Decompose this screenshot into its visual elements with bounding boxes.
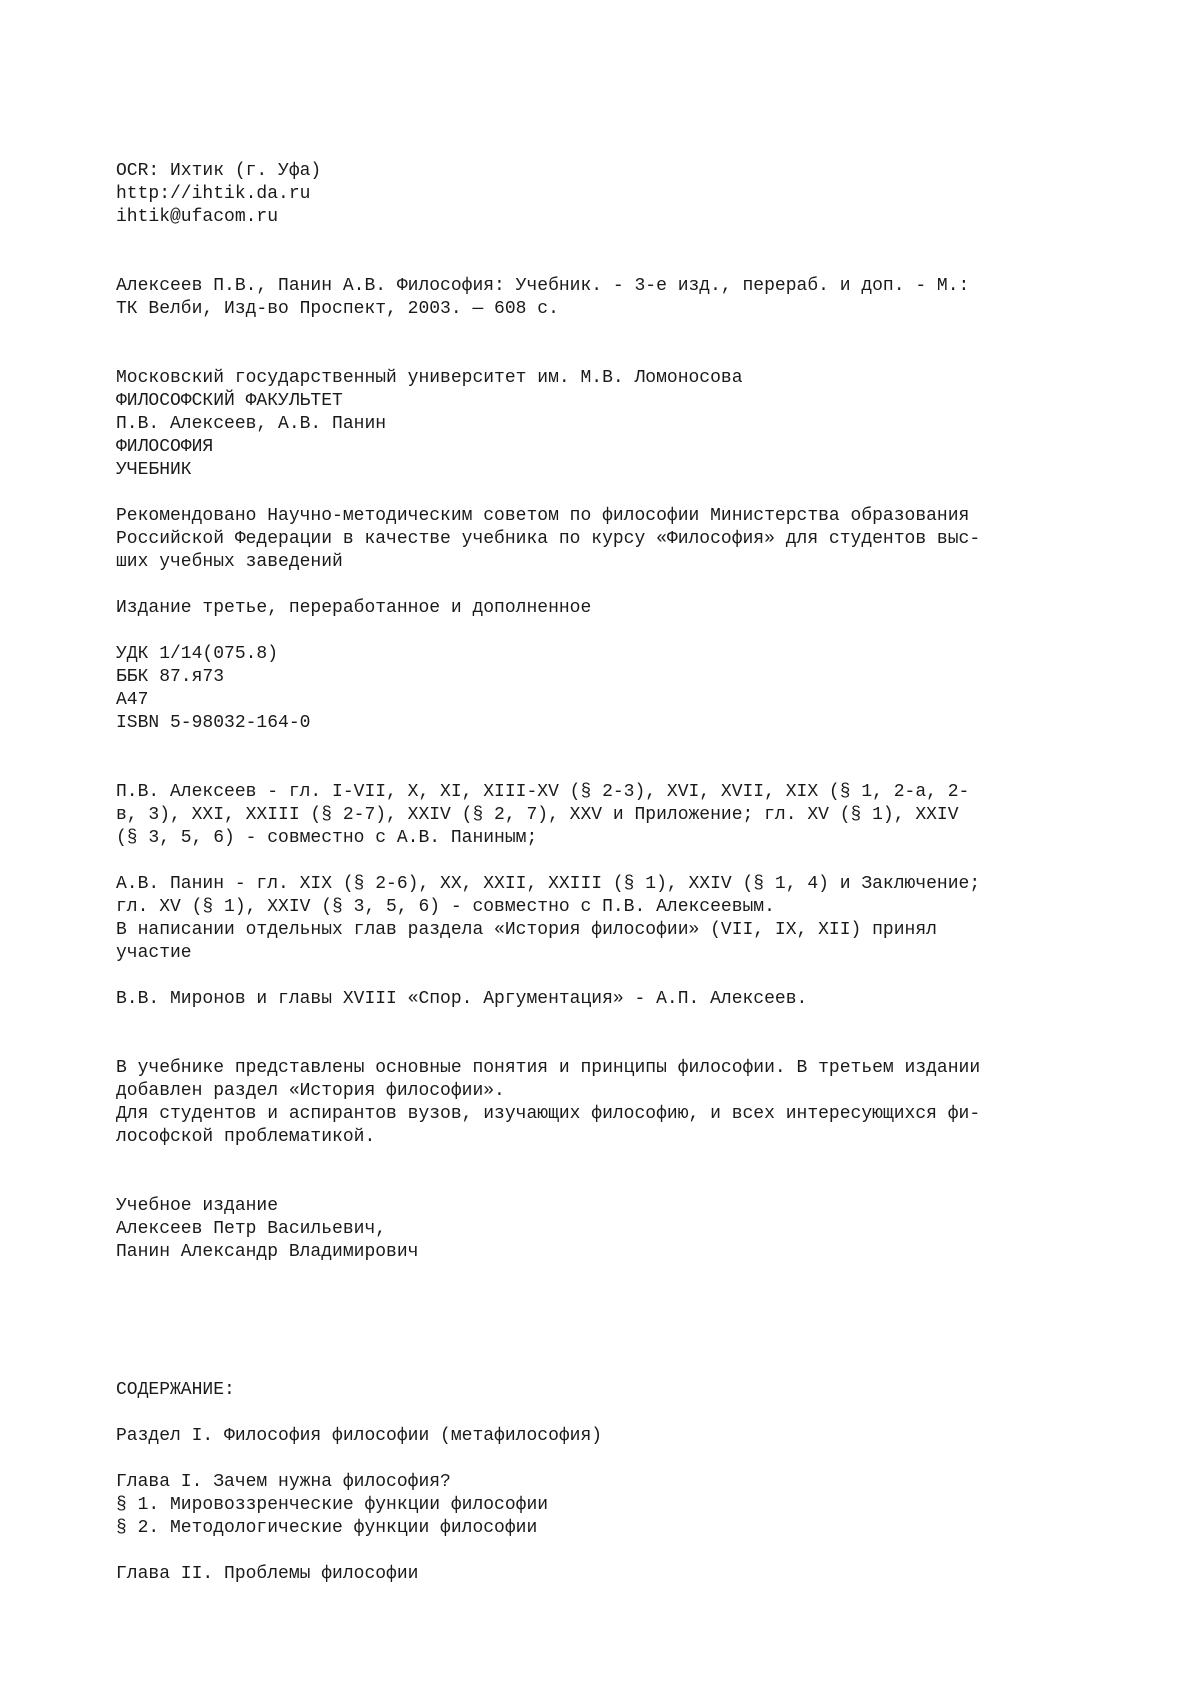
citation-line: Алексеев П.В., Панин А.В. Философия: Учебник. - 3-е изд., перераб. и доп. - М.: xyxy=(116,276,970,296)
recommendation-line: Рекомендовано Научно-методическим советом по философии Министерства образования xyxy=(116,506,970,526)
authorship-line: гл. XV (§ 1), XXIV (§ 3, 5, 6) - совместно с П.В. Алексеевым. xyxy=(116,897,775,917)
book-title: ФИЛОСОФИЯ xyxy=(116,437,214,457)
recommendation xyxy=(116,505,1116,574)
ocr-email-link[interactable]: ihtik@ufacom.ru xyxy=(116,207,279,227)
edition-note xyxy=(116,597,1116,620)
citation-line: ТК Велби, Изд-во Проспект, 2003. — 608 с. xyxy=(116,299,559,319)
university-name: Московский государственный университет им. М.В. Ломоносова xyxy=(116,368,743,388)
book-type: УЧЕБНИК xyxy=(116,460,192,480)
faculty-name: ФИЛОСОФСКИЙ ФАКУЛЬТЕТ xyxy=(116,391,343,411)
document-page xyxy=(116,160,1116,1586)
ocr-url-link[interactable]: http://ihtik.da.ru xyxy=(116,184,311,204)
annotation-line: лософской проблематикой. xyxy=(116,1127,376,1147)
edition-line: Издание третье, переработанное и дополненное xyxy=(116,598,592,618)
authorship-other xyxy=(116,988,1116,1011)
authorship-line: (§ 3, 5, 6) - совместно с А.В. Паниным; xyxy=(116,828,538,848)
authorship-line: П.В. Алексеев - гл. I-VII, X, XI, XIII-XV (§ 2-3), XVI, XVII, XIX (§ 1, 2-а, 2- xyxy=(116,782,970,802)
udk-code: УДК 1/14(075.8) xyxy=(116,644,279,664)
authorship-panin xyxy=(116,873,1116,965)
ocr-credit-line: OCR: Ихтик (г. Уфа) xyxy=(116,161,322,181)
toc-chapter-2[interactable]: Глава II. Проблемы философии xyxy=(116,1564,419,1584)
authorship-line: В.В. Миронов и главы XVIII «Спор. Аргументация» - А.П. Алексеев. xyxy=(116,989,808,1009)
toc-item[interactable]: § 1. Мировоззренческие функции философии xyxy=(116,1495,549,1515)
authorship-alekseev xyxy=(116,781,1116,850)
toc-item[interactable]: § 2. Методологические функции философии xyxy=(116,1518,538,1538)
imprint-line: Панин Александр Владимирович xyxy=(116,1242,419,1262)
toc-chapter-1[interactable]: Глава I. Зачем нужна философия? xyxy=(116,1472,451,1492)
bbk-code: ББК 87.я73 xyxy=(116,667,225,687)
title-block xyxy=(116,367,1116,482)
isbn: ISBN 5-98032-164-0 xyxy=(116,713,311,733)
authors-names: П.В. Алексеев, А.В. Панин xyxy=(116,414,387,434)
imprint-line: Учебное издание xyxy=(116,1196,279,1216)
recommendation-line: ших учебных заведений xyxy=(116,552,343,572)
citation xyxy=(116,275,1116,321)
imprint-line: Алексеев Петр Васильевич, xyxy=(116,1219,387,1239)
annotation-line: Для студентов и аспирантов вузов, изучающих философию, и всех интересующихся фи- xyxy=(116,1104,981,1124)
authorship-line: в, 3), XXI, XXIII (§ 2-7), XXIV (§ 2, 7), XXV и Приложение; гл. XV (§ 1), XXIV xyxy=(116,805,959,825)
annotation-line: В учебнике представлены основные понятия и принципы философии. В третьем издании xyxy=(116,1058,981,1078)
imprint xyxy=(116,1195,1116,1264)
annotation-line: добавлен раздел «История философии». xyxy=(116,1081,505,1101)
authorship-line: А.В. Панин - гл. XIX (§ 2-6), XX, XXII, XXIII (§ 1), XXIV (§ 1, 4) и Заключение; xyxy=(116,874,981,894)
annotation xyxy=(116,1057,1116,1149)
toc-heading: СОДЕРЖАНИЕ: xyxy=(116,1380,235,1400)
ocr-credits xyxy=(116,160,1116,229)
authorship-line: В написании отдельных глав раздела «История философии» (VII, IX, XII) принял xyxy=(116,920,937,940)
author-mark: А47 xyxy=(116,690,149,710)
authorship-line: участие xyxy=(116,943,192,963)
recommendation-line: Российской Федерации в качестве учебника по курсу «Философия» для студентов выс- xyxy=(116,529,981,549)
table-of-contents xyxy=(116,1379,1116,1586)
classification-codes xyxy=(116,643,1116,735)
toc-section-1[interactable]: Раздел I. Философия философии (метафилософия) xyxy=(116,1426,603,1446)
